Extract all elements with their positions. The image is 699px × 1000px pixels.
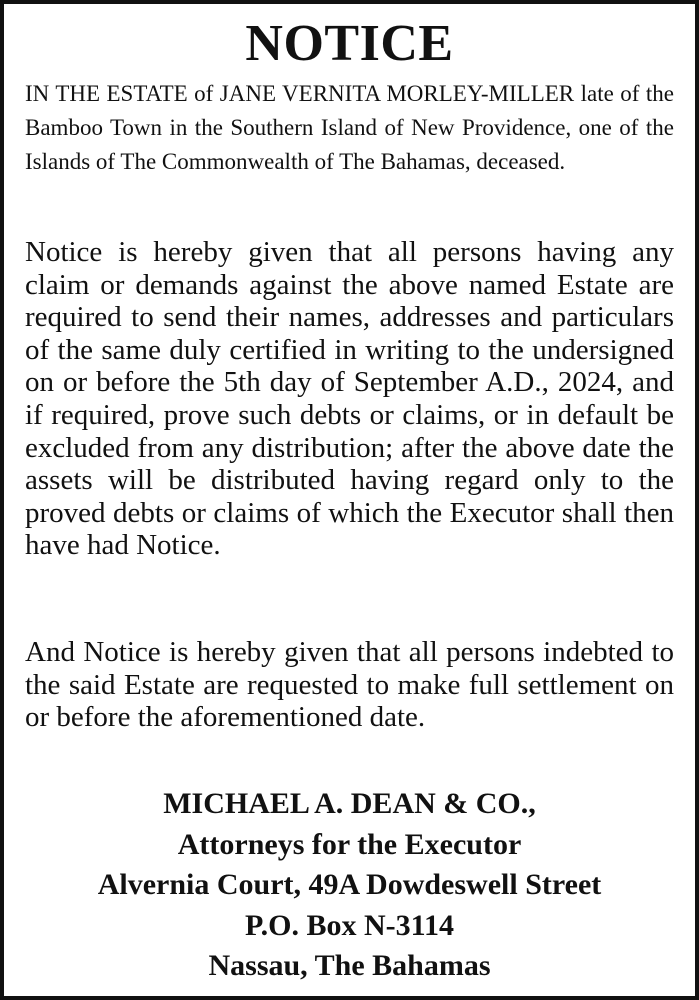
claims-paragraph: Notice is hereby given that all persons having any claim or demands against the above named Estate are required to send their names, addresses and particulars of the same duly certified in writing to the undersigned on or before the 5th day of September A.D., 2024, and if required, prove such debts or claims, or in default be excluded from any distribution; after the above date the assets will be distributed having regard only to the proved debts or claims of which the Executor shall then have had Notice. bbox=[25, 236, 674, 562]
notice-title: NOTICE bbox=[245, 15, 454, 72]
firm-address: Alvernia Court, 49A Dowdeswell Street bbox=[97, 868, 602, 901]
signature-block bbox=[4, 784, 695, 987]
po-box: P.O. Box N-3114 bbox=[245, 908, 454, 942]
firm-role: Attorneys for the Executor bbox=[177, 827, 522, 861]
estate-statement: IN THE ESTATE of JANE VERNITA MORLEY-MILLER late of the Bamboo Town in the Southern Island of New Providence, one of the Islands of The Commonwealth of The Bahamas, deceased. bbox=[25, 81, 674, 174]
firm-name: MICHAEL A. DEAN & CO., bbox=[163, 787, 536, 820]
city: Nassau, The Bahamas bbox=[208, 949, 491, 982]
settlement-paragraph: And Notice is hereby given that all persons indebted to the said Estate are requested to make full settlement on or before the aforementioned date. bbox=[25, 636, 674, 734]
